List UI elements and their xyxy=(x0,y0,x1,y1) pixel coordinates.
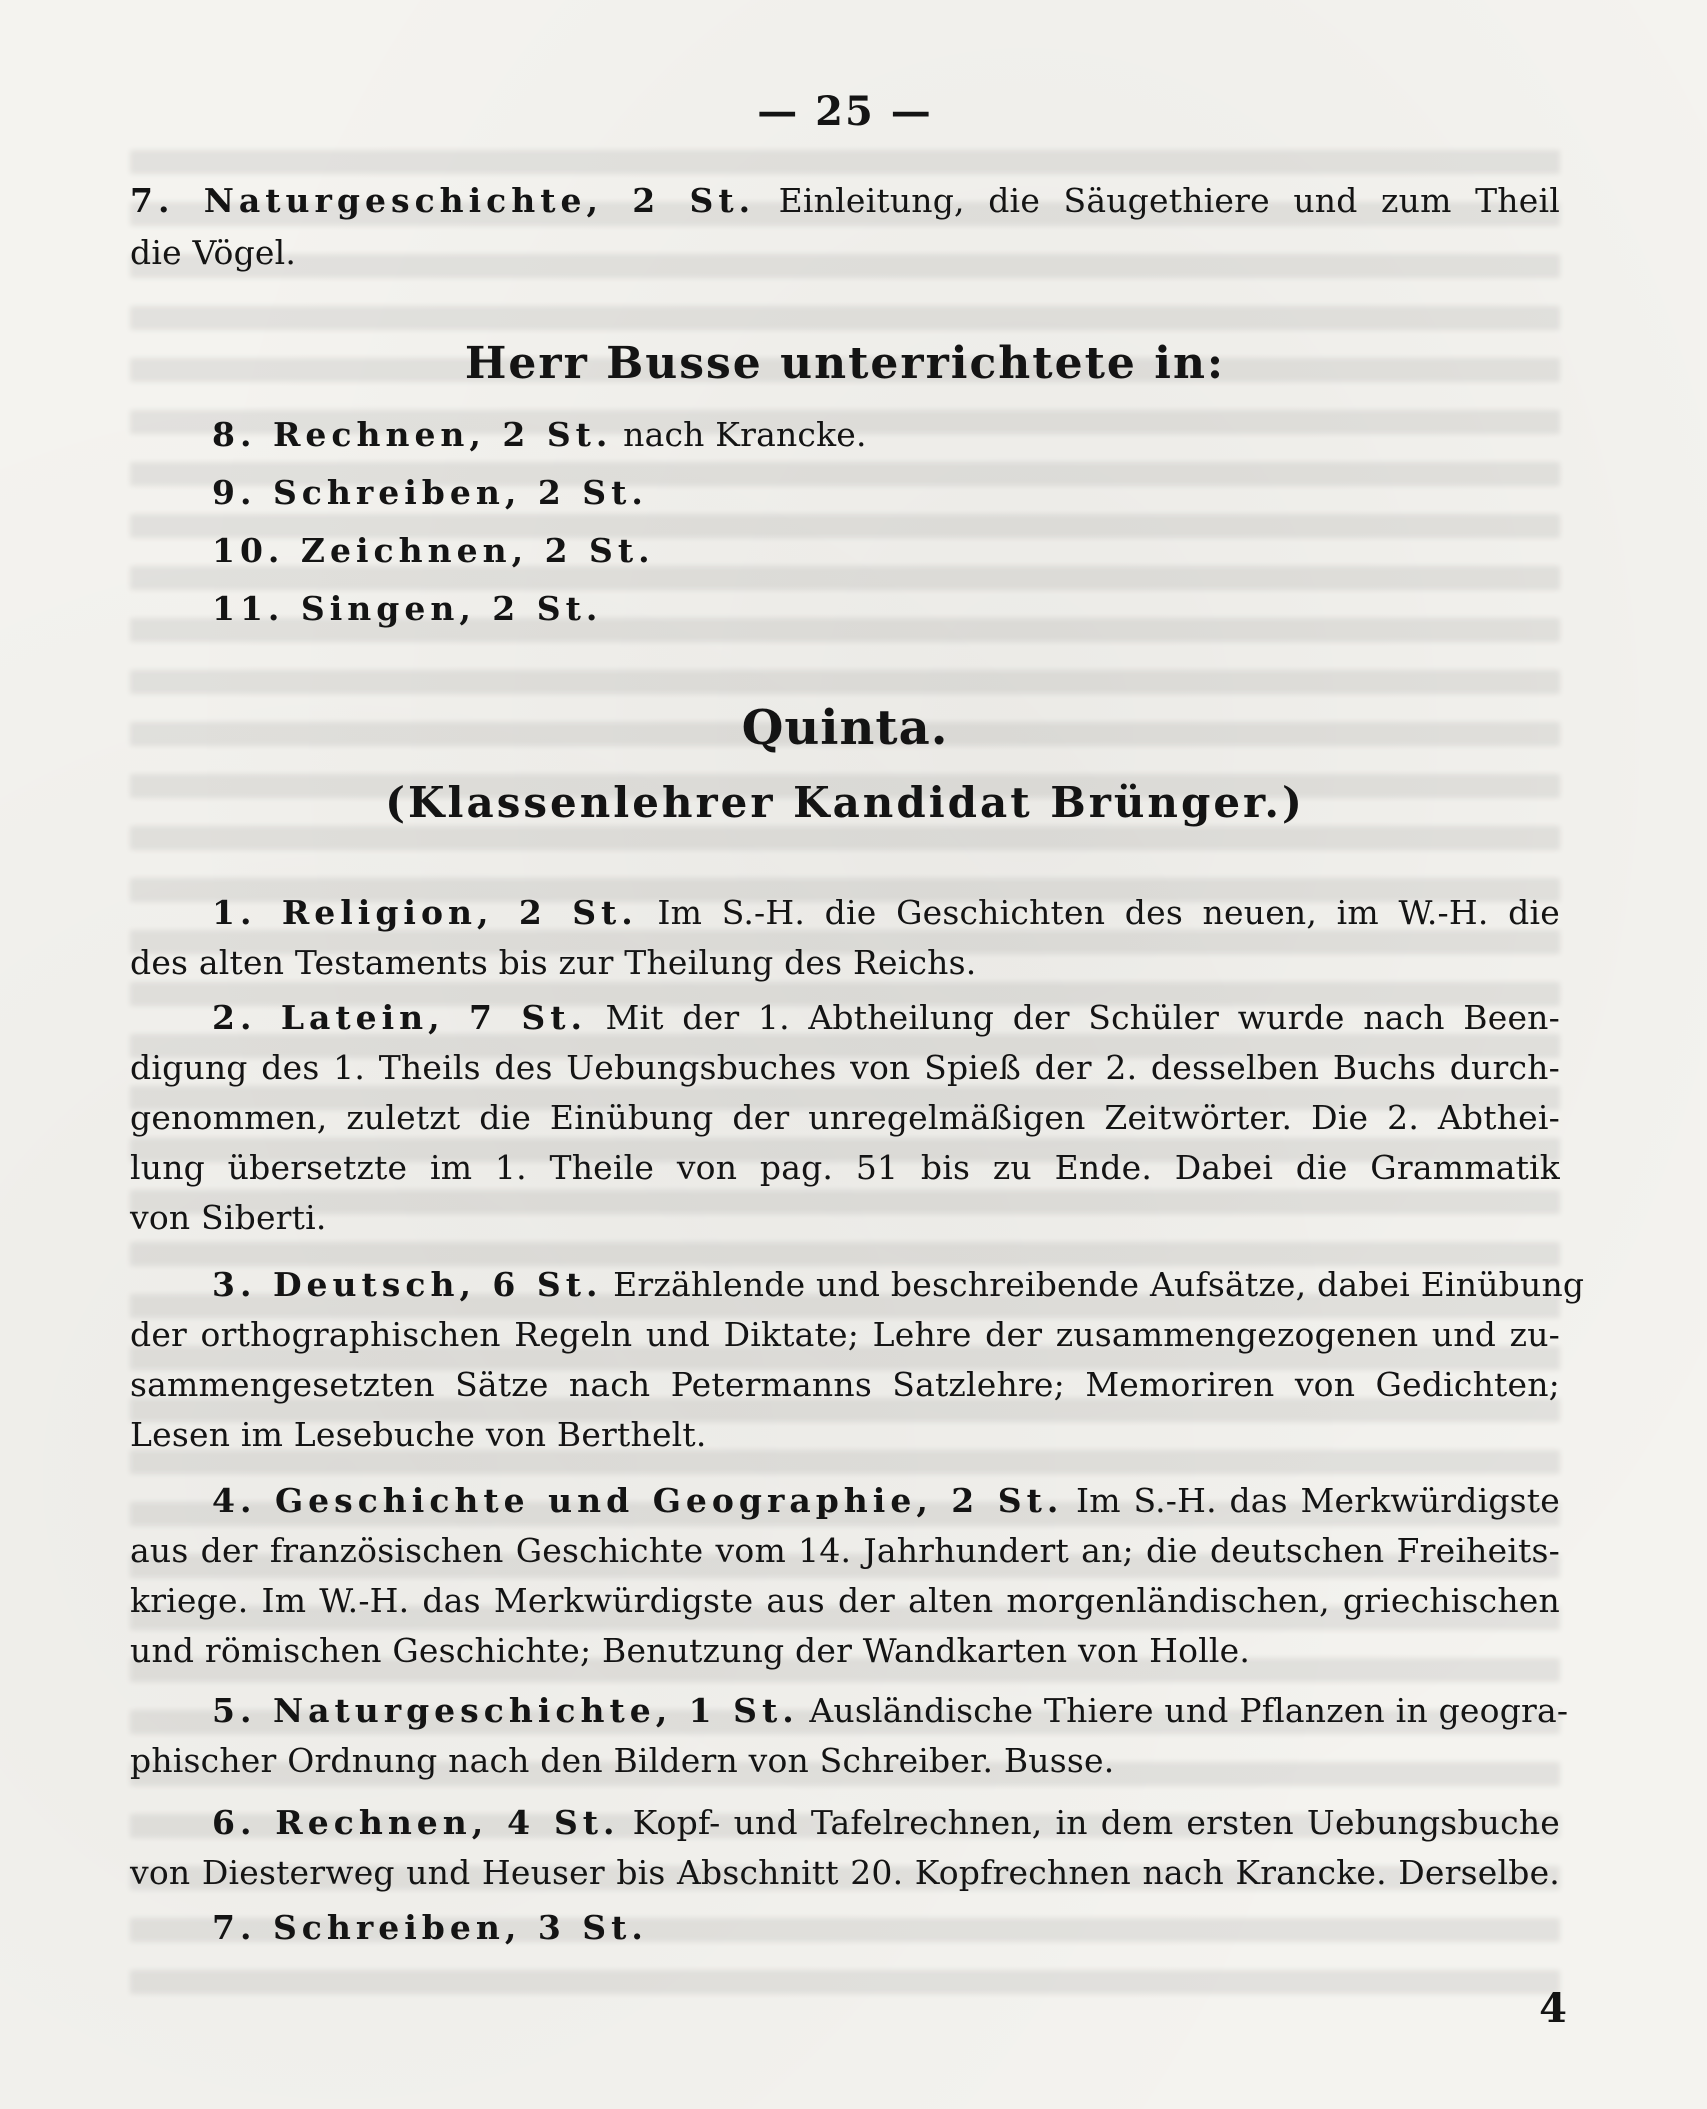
text-line: sammengesetzten Sätze nach Petermanns Satzlehre; Memoriren von Gedichten; xyxy=(130,1365,1560,1404)
page-number: — 25 — xyxy=(757,88,933,135)
section-heading: Quinta. xyxy=(741,700,949,756)
text-line: 9. Schreiben, 2 St. xyxy=(212,473,648,512)
text-line: 11. Singen, 2 St. xyxy=(212,589,603,628)
text-line: von Siberti. xyxy=(130,1198,327,1237)
signature-mark: 4 xyxy=(1539,1985,1567,2032)
text-line: 7. Naturgeschichte, 2 St. Einleitung, die Säugethiere und zum Theil xyxy=(130,181,1560,220)
text-line: 10. Zeichnen, 2 St. xyxy=(212,531,655,570)
text-line: 8. Rechnen, 2 St. nach Krancke. xyxy=(212,415,867,454)
text-line: die Vögel. xyxy=(130,233,297,272)
text-line: lung übersetzte im 1. Theile von pag. 51 bis zu Ende. Dabei die Grammatik xyxy=(130,1148,1560,1187)
text-line: aus der französischen Geschichte vom 14. Jahrhundert an; die deutschen Freiheits- xyxy=(130,1531,1560,1570)
class-teacher-heading: (Klassenlehrer Kandidat Brünger.) xyxy=(385,778,1305,827)
text-line: phischer Ordnung nach den Bildern von Schreiber. Busse. xyxy=(130,1741,1115,1780)
text-line: kriege. Im W.-H. das Merkwürdigste aus der alten morgenländischen, griechischen xyxy=(130,1581,1560,1620)
text-line: 6. Rechnen, 4 St. Kopf- und Tafelrechnen, in dem ersten Uebungsbuche xyxy=(212,1803,1561,1842)
text-line: digung des 1. Theils des Uebungsbuches von Spieß der 2. desselben Buchs durch- xyxy=(130,1048,1560,1087)
text-line: von Diesterweg und Heuser bis Abschnitt 20. Kopfrechnen nach Krancke. Derselbe. xyxy=(130,1853,1560,1892)
text-line: 5. Naturgeschichte, 1 St. Ausländische Thiere und Pflanzen in geogra- xyxy=(212,1691,1569,1730)
text-line: der orthographischen Regeln und Diktate; Lehre der zusammengezogenen und zu- xyxy=(130,1315,1560,1354)
text-line: 4. Geschichte und Geographie, 2 St. Im S.-H. das Merkwürdigste xyxy=(212,1481,1560,1520)
text-line: des alten Testaments bis zur Theilung des Reichs. xyxy=(130,943,977,982)
text-line: genommen, zuletzt die Einübung der unregelmäßigen Zeitwörter. Die 2. Abthei- xyxy=(130,1098,1560,1137)
text-line: Lesen im Lesebuche von Berthelt. xyxy=(130,1415,707,1454)
text-line: 7. Schreiben, 3 St. xyxy=(212,1908,648,1947)
text-line: 2. Latein, 7 St. Mit der 1. Abtheilung der Schüler wurde nach Been- xyxy=(212,998,1560,1037)
text-line: und römischen Geschichte; Benutzung der Wandkarten von Holle. xyxy=(130,1631,1251,1670)
teacher-heading: Herr Busse unterrichtete in: xyxy=(464,338,1226,389)
text-line: 1. Religion, 2 St. Im S.-H. die Geschichten des neuen, im W.-H. die xyxy=(212,893,1560,932)
text-line: 3. Deutsch, 6 St. Erzählende und beschreibende Aufsätze, dabei Einübung xyxy=(212,1265,1585,1304)
